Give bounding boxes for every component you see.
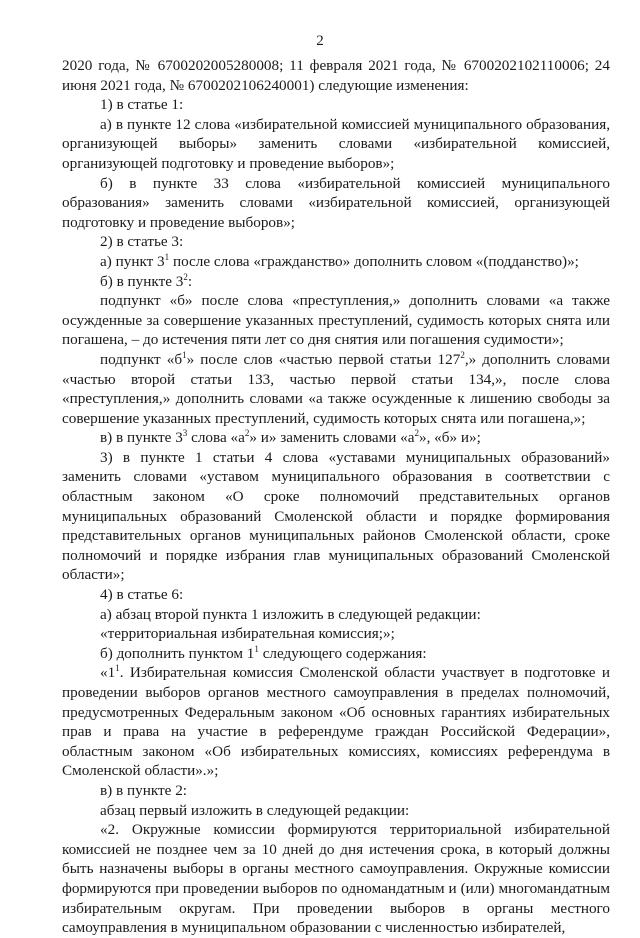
text-run: в) в пункте 2:: [100, 781, 188, 799]
superscript: 2: [414, 428, 419, 439]
text-run: абзац первый изложить в следующей редакции:: [100, 801, 410, 819]
superscript: 2: [183, 271, 188, 282]
superscript: 1: [115, 663, 120, 674]
text-run: подпункт «б: [100, 350, 183, 368]
paragraph: [62, 272, 610, 292]
text-run: «1: [100, 664, 116, 682]
text-run: а) абзац второй пункта 1 изложить в следующей редакции:: [100, 605, 481, 623]
paragraph: [62, 95, 610, 115]
paragraph: [62, 56, 610, 95]
text-run: 2) в статье 3:: [100, 233, 184, 251]
text-run: б) в пункте 3: [100, 272, 184, 290]
paragraph: [62, 585, 610, 605]
text-run: после слова «гражданство» дополнить словом «(подданство)»;: [169, 252, 579, 270]
document-body: [62, 56, 610, 938]
paragraph: [62, 174, 610, 233]
paragraph: [62, 115, 610, 174]
text-run: ,» дополнить словами «частью второй статьи 133, частью первой статьи 134,», после слова «преступления,» дополнить словами «а также осужденные к лишению свободы за совершение указанных преступлений, судимость которых снята или погашена,»;: [62, 350, 611, 427]
text-run: », «б» и»;: [418, 429, 481, 447]
text-run: 1) в статье 1:: [100, 96, 184, 114]
paragraph: [62, 448, 610, 585]
superscript: 1: [254, 643, 259, 654]
paragraph: [62, 663, 610, 781]
text-run: 3) в пункте 1 статьи 4 слова «уставами муниципальных образований» заменить словами «уставом муниципального образования в соответствии с областным законом «О сроке полномочий представительных органов муниципальных образований Смоленской области и порядке формирования представительных органов муниципальных районов Смоленской области, сроке полномочий и порядке избрания глав муниципальных образований Смоленской области»;: [62, 448, 610, 584]
superscript: 2: [460, 349, 465, 360]
text-run: :: [187, 272, 193, 290]
paragraph: [62, 781, 610, 801]
superscript: 1: [182, 349, 187, 360]
paragraph: [62, 252, 610, 272]
paragraph: [62, 820, 610, 938]
paragraph: [62, 428, 610, 448]
paragraph: [62, 291, 610, 350]
text-run: слова «а: [187, 429, 245, 447]
text-run: следующего содержания:: [258, 644, 427, 662]
paragraph: [62, 644, 610, 664]
text-run: «2. Окружные комиссии формируются территориальной избирательной комиссией не позднее чем за 10 дней до дня истечения срока, в который должны быть назначены выборы в органы местного самоуправления. Окружные комиссии формируются при проведении выборов по одномандатным и (или) многомандатным избирательным округам. При проведении выборов в органы местного самоуправления в муниципальном образовании с численностью избирателей,: [62, 821, 610, 937]
text-run: . Избирательная комиссия Смоленской области участвует в подготовке и проведении выборов органов местного самоуправления в пределах полномочий, предусмотренных Федеральным законом «Об основных гарантиях избирательных прав и права на участие в референдуме граждан Российской Федерации», областным законом «Об избирательных комиссиях, комиссиях референдума в Смоленской области».»;: [62, 664, 610, 780]
superscript: 2: [244, 428, 250, 439]
text-run: а) в пункте 12 слова «избирательной комиссией муниципального образования, организующей выборы» заменить словами «избирательной комиссией, организующей подготовку и проведение выборов»;: [62, 115, 610, 172]
paragraph: [62, 801, 610, 821]
page-number: 2: [316, 33, 324, 49]
paragraph: [62, 624, 610, 644]
text-run: подпункт «б» после слова «преступления,» дополнить словами «а также осужденные за совершение указанных преступлений, судимость которых снята или погашена, – до истечения пяти лет со дня снятия или погашения судимости»;: [62, 292, 610, 349]
text-run: а) пункт 3: [100, 252, 165, 270]
superscript: 3: [182, 428, 188, 439]
text-run: 4) в статье 6:: [100, 586, 184, 604]
text-run: б) в пункте 33 слова «избирательной комиссией муниципального образования» заменить словами «избирательной комиссией, организующей подготовку и проведение выборов»;: [62, 174, 610, 231]
text-run: «территориальная избирательная комиссия;»;: [100, 625, 395, 643]
paragraph: [62, 350, 610, 428]
text-run: б) дополнить пунктом 1: [100, 644, 255, 662]
superscript: 1: [164, 251, 170, 262]
text-run: 2020 года, № 6700202005280008; 11 февраля 2021 года, № 6700202102110006; 24 июня 2021 года, № 6700202106240001) следующие изменения:: [62, 57, 610, 94]
text-run: » и» заменить словами «а: [249, 429, 415, 447]
text-run: в) в пункте 3: [100, 429, 183, 447]
text-run: » после слов «частью первой статьи 127: [186, 350, 461, 368]
paragraph: [62, 605, 610, 625]
paragraph: [62, 232, 610, 252]
